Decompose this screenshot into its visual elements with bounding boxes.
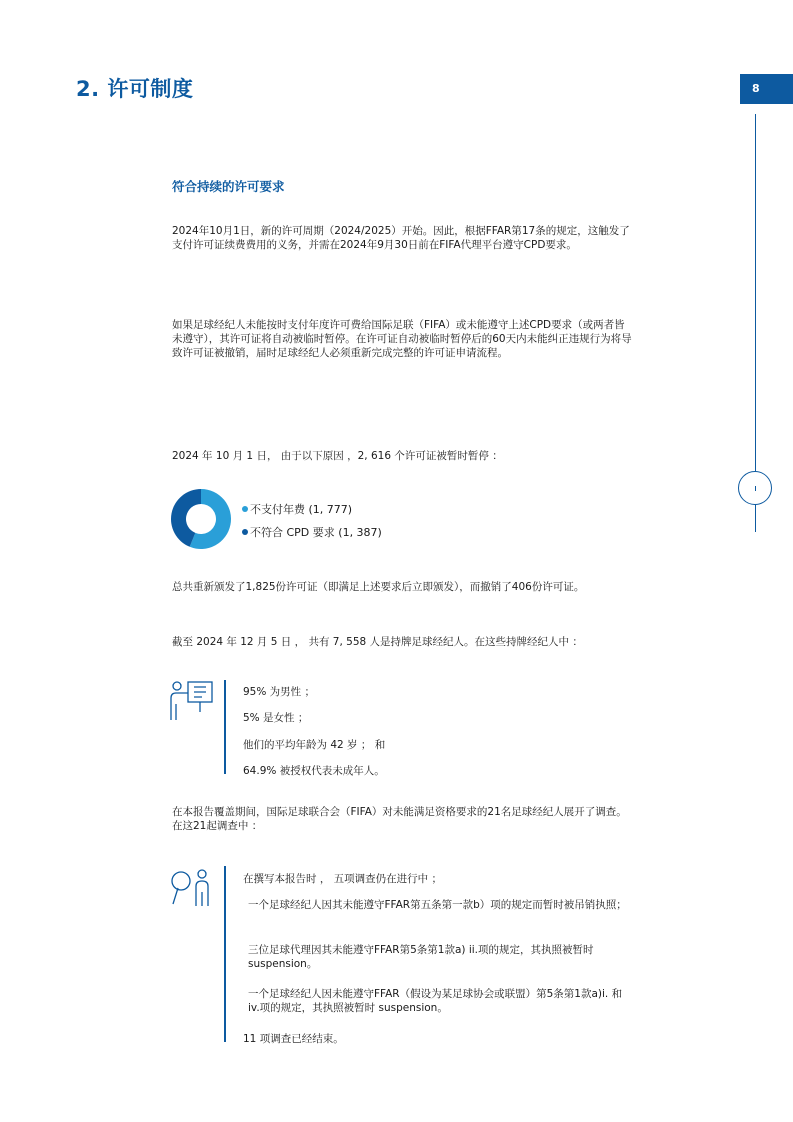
page-number-badge: 8 — [740, 74, 793, 104]
magnifier-person-icon — [168, 868, 214, 910]
investigation-item-2: 三位足球代理因其未能遵守FFAR第5条第1款a) ii.项的规定，其执照被暂时 suspension。 — [248, 944, 594, 970]
legend-item-cpd — [242, 524, 382, 540]
paragraph-renewal: 2024年10月1日，新的许可周期（2024/2025）开始。因此，根据FFAR第17条的规定，这触发了支付许可证续费费用的义务，并需在2024年9月30日前在FIFA代理平台遵守CPD要求。 — [172, 225, 630, 251]
legend-item-unpaid-fee — [242, 501, 352, 517]
legend-dot-cpd — [242, 529, 248, 535]
legend-label-unpaid-fee: 不支付年费 (1, 777) — [250, 503, 353, 516]
paragraph-reissued: 总共重新颁发了1,825份许可证（即满足上述要求后立即颁发），而撤销了406份许可证。 — [172, 581, 585, 593]
legend-label-cpd: 不符合 CPD 要求 (1, 387) — [250, 526, 382, 539]
stat-average-age: 他们的平均年龄为 42 岁 ； 和 — [243, 739, 386, 751]
investigations-closed: 11 项调查已经结束。 — [243, 1033, 344, 1045]
paragraph-investigations: 在本报告覆盖期间，国际足球联合会（FIFA）对未能满足资格要求的21名足球经纪人展开了调查。在这21起调查中 ： — [172, 806, 627, 832]
paragraph-suspended-count: 2024 年 10 月 1 日， 由于以下原因 ，2, 616 个许可证被暂时暂停 ： — [172, 450, 503, 462]
stats-accent-bar — [224, 680, 226, 774]
presenter-board-icon — [168, 680, 214, 722]
side-circle-marker-icon — [738, 471, 772, 505]
paragraph-suspension-rule: 如果足球经纪人未能按时支付年度许可费给国际足联（FIFA）或未能遵守上述CPD要求（或两者皆未遵守），其许可证将自动被临时暂停。在许可证自动被临时暂停后的60天内未能纠正违规行为将导致许可证被撤销，届时足球经纪人必须重新完成完整的许可证申请流程。 — [172, 319, 632, 359]
paragraph-licensed-count: 截至 2024 年 12 月 5 日 ， 共有 7, 558 人是持牌足球经纪人。在这些持牌经纪人中 ： — [172, 636, 583, 648]
stat-female: 5% 是女性 ； — [243, 712, 309, 724]
investigations-accent-bar — [224, 866, 226, 1042]
stat-minors: 64.9% 被授权代表未成年人。 — [243, 765, 385, 777]
investigation-item-1: 一个足球经纪人因其未能遵守FFAR第五条第一款b）项的规定而暂时被吊销执照； — [248, 899, 627, 911]
legend-dot-unpaid-fee — [242, 506, 248, 512]
page-title: 2. 许可制度 — [76, 77, 194, 101]
investigations-ongoing: 在撰写本报告时 ， 五项调查仍在进行中 ； — [243, 873, 443, 885]
donut-chart — [170, 488, 232, 550]
stat-male: 95% 为男性 ； — [243, 686, 316, 698]
side-divider-line — [755, 114, 756, 532]
section-heading: 符合持续的许可要求 — [172, 179, 285, 194]
investigation-item-3: 一个足球经纪人因未能遵守FFAR（假设为某足球协会或联盟）第5条第1款a)i. 和iv.项的规定，其执照被暂时 suspension。 — [248, 988, 623, 1014]
